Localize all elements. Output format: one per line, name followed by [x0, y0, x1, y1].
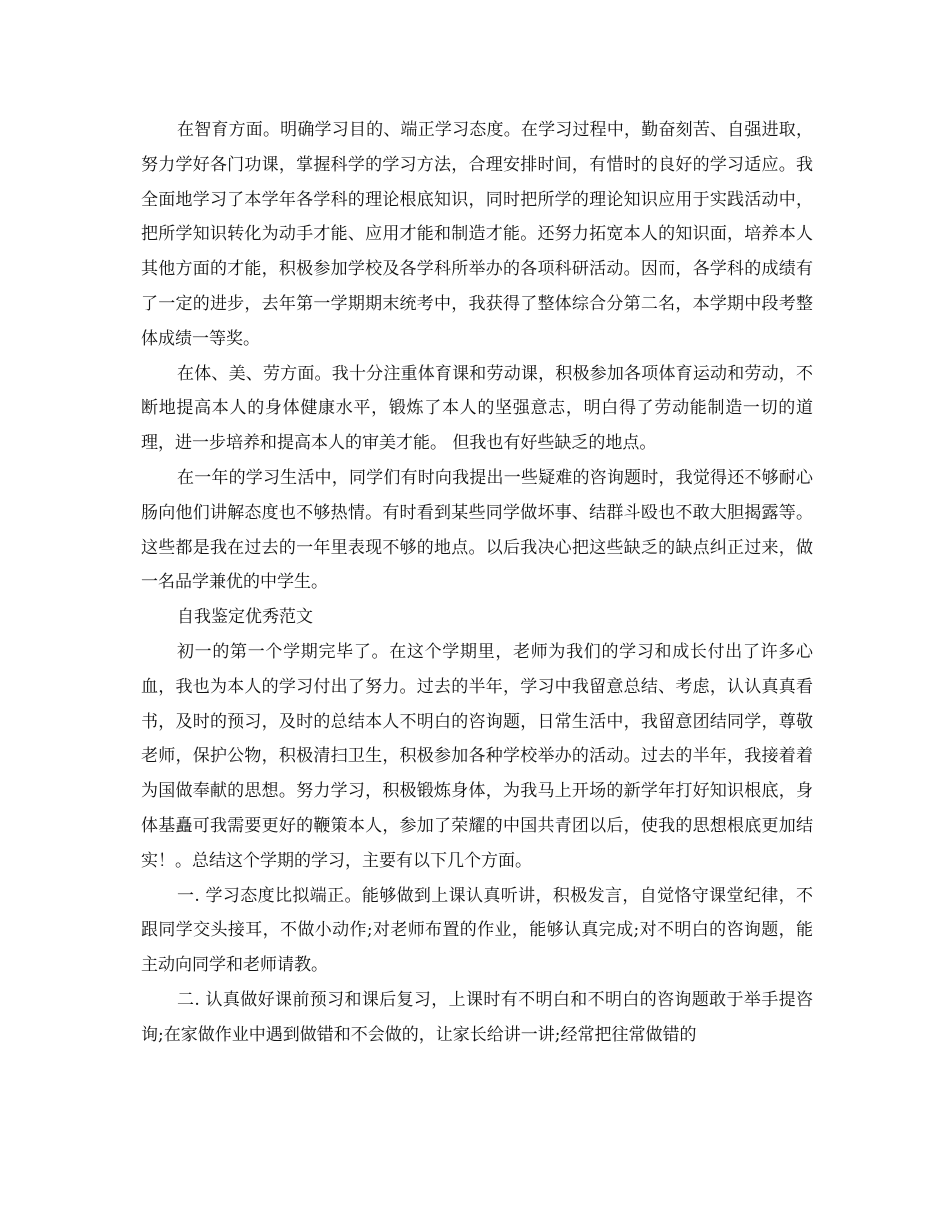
- paragraph-preview-review: 二. 认真做好课前预习和课后复习，上课时有不明白和不明白的咨询题敢于举手提咨询;在家做作业中遇到做错和不会做的，让家长给讲一讲;经常把往常做错的: [141, 989, 813, 1045]
- paragraph-intellectual-education: 在智育方面。明确学习目的、端正学习态度。在学习过程中，勤奋刻苦、自强进取，努力学好各门功课，掌握科学的学习方法，合理安排时间，有惜时的良好的学习适应。我全面地学习了本学年各学科的理论根底知识，同时把所学的理论知识应用于实践活动中，把所学知识转化为动手才能、应用才能和制造才能。还努力拓宽本人的知识面，培养本人其他方面的才能，积极参加学校及各学科所举办的各项科研活动。因而，各学科的成绩有了一定的进步，去年第一学期期末统考中，我获得了整体综合分第二名，本学期中段考整体成绩一等奖。: [141, 120, 813, 349]
- section-heading: 自我鉴定优秀范文: [177, 607, 313, 628]
- paragraph-learning-attitude: 一. 学习态度比拟端正。能够做到上课认真听讲，积极发言，自觉恪守课堂纪律，不跟同学交头接耳，不做小动作;对老师布置的作业，能够认真完成;对不明白的咨询题，能主动向同学和老师请教。: [141, 885, 813, 976]
- document-body: [141, 113, 813, 1053]
- paragraph-semester-summary: 初一的第一个学期完毕了。在这个学期里，老师为我们的学习和成长付出了许多心血，我也为本人的学习付出了努力。过去的半年，学习中我留意总结、考虑，认认真真看书，及时的预习，及时的总结本人不明白的咨询题，日常生活中，我留意团结同学，尊敬老师，保护公物，积极清扫卫生，积极参加各种学校举办的活动。过去的半年，我接着着为国做奉献的思想。努力学习，积极锻炼身体，为我马上开场的新学年打好知识根底，身体基矗可我需要更好的鞭策本人，参加了荣耀的中国共青团以后，使我的思想根底更加结实！。总结这个学期的学习，主要有以下几个方面。: [141, 641, 813, 871]
- paragraph-physical-aesthetic-labor: 在体、美、劳方面。我十分注重体育课和劳动课，积极参加各项体育运动和劳动，不断地提高本人的身体健康水平，锻炼了本人的坚强意志，明白得了劳动能制造一切的道理，进一步培养和提高本人的审美才能。 但我也有好些缺乏的地点。: [141, 363, 813, 454]
- paragraph-shortcomings: 在一年的学习生活中，同学们有时向我提出一些疑难的咨询题时，我觉得还不够耐心肠向他们讲解态度也不够热情。有时看到某些同学做坏事、结群斗殴也不敢大胆揭露等。这些都是我在过去的一年里表现不够的地点。以后我决心把这些缺乏的缺点纠正过来，做一名品学兼优的中学生。: [141, 467, 813, 593]
